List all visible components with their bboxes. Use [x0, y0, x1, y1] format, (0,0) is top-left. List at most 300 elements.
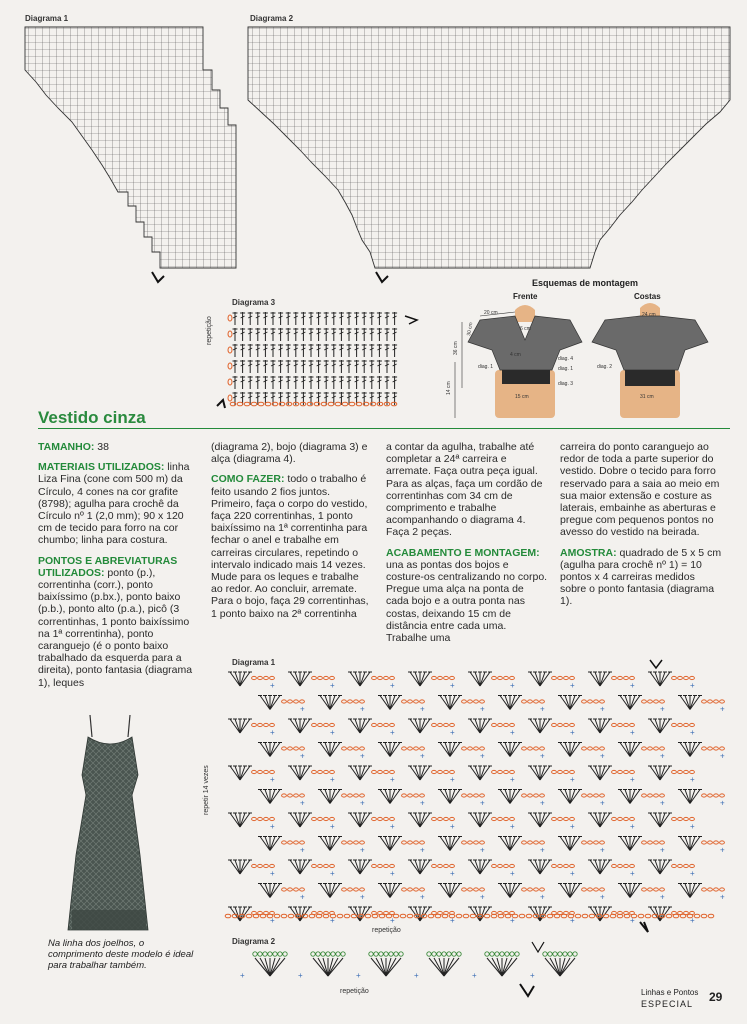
chain-symbol — [480, 888, 485, 891]
single-crochet-symbol: + — [330, 916, 335, 925]
chain-symbol — [288, 914, 294, 918]
fan-symbol — [618, 884, 642, 898]
single-crochet-symbol: + — [240, 971, 245, 980]
chain-symbol — [660, 747, 665, 750]
chain-symbol — [720, 700, 725, 703]
chain-symbol — [420, 747, 425, 750]
chain-symbol — [462, 794, 467, 797]
stitch-symbol — [278, 328, 283, 341]
chain-symbol — [312, 864, 317, 867]
stitch-symbol — [392, 376, 397, 389]
single-crochet-symbol: + — [630, 869, 635, 878]
chain-symbol — [690, 676, 695, 679]
bottom-diagram1-label: Diagrama 1 — [232, 658, 276, 667]
diagram1-grid-label: Diagrama 1 — [25, 14, 69, 23]
chain-symbol — [594, 747, 599, 750]
chain-symbol — [582, 914, 588, 918]
chain-symbol — [372, 770, 377, 773]
single-crochet-symbol: + — [450, 681, 455, 690]
chain-symbol — [654, 888, 659, 891]
chain-symbol — [420, 841, 425, 844]
picot-fan-symbol — [485, 952, 519, 976]
measure-label: 24 cm — [642, 312, 656, 318]
chain-symbol — [522, 700, 527, 703]
chain-symbol — [402, 794, 407, 797]
stitch-symbol — [293, 328, 298, 341]
stitch-symbol — [369, 376, 374, 389]
fan-symbol — [348, 860, 372, 874]
stitch-symbol — [233, 344, 238, 357]
fan-symbol — [438, 790, 462, 804]
single-crochet-symbol: + — [720, 892, 725, 902]
diagram2-grid-label: Diagrama 2 — [250, 14, 294, 23]
stitch-symbol — [309, 376, 314, 389]
single-crochet-symbol: + — [600, 751, 605, 761]
single-crochet-symbol: + — [600, 892, 605, 902]
dress-photo — [60, 715, 160, 935]
stitch-symbol — [316, 344, 321, 357]
fan-symbol — [648, 672, 672, 686]
chain-symbol — [684, 676, 689, 679]
single-crochet-symbol: + — [270, 916, 275, 925]
chain-symbol — [444, 817, 449, 820]
chain-symbol — [618, 817, 623, 820]
stitch-symbol — [309, 344, 314, 357]
chain-symbol — [300, 888, 305, 891]
fan-symbol — [348, 719, 372, 733]
chain-symbol — [510, 817, 515, 820]
chain-symbol — [612, 817, 617, 820]
chain-symbol — [377, 402, 383, 406]
bottom-diagram2-chart — [240, 940, 620, 1000]
chain-symbol — [528, 747, 533, 750]
single-crochet-symbol: + — [300, 751, 305, 761]
chain-symbol — [354, 700, 359, 703]
stitch-symbol — [369, 360, 374, 373]
chain-symbol — [408, 841, 413, 844]
single-crochet-symbol: + — [630, 681, 635, 690]
stitch-symbol — [240, 328, 245, 341]
end-arrow-icon — [650, 660, 662, 668]
single-crochet-symbol: + — [330, 775, 335, 784]
chain-symbol — [450, 723, 455, 726]
stitch-symbol — [309, 360, 314, 373]
stitch-symbol — [392, 344, 397, 357]
assembly-title: Esquemas de montagem — [532, 278, 639, 288]
chain-symbol — [492, 864, 497, 867]
fan-symbol — [498, 790, 522, 804]
chain-symbol — [432, 770, 437, 773]
back-blouse — [592, 316, 708, 370]
picot-fan-symbol — [311, 952, 345, 976]
single-crochet-symbol: + — [298, 971, 303, 980]
chain-symbol — [714, 841, 719, 844]
chain-symbol — [522, 794, 527, 797]
chain-symbol — [330, 817, 335, 820]
chain-symbol — [438, 770, 443, 773]
single-crochet-symbol: + — [570, 775, 575, 784]
fan-symbol — [228, 766, 252, 780]
chain-symbol — [318, 864, 323, 867]
single-crochet-symbol: + — [300, 845, 305, 855]
chain-symbol — [654, 794, 659, 797]
single-crochet-symbol: + — [660, 845, 665, 855]
chain-symbol — [654, 841, 659, 844]
chain-symbol — [540, 794, 545, 797]
chain-symbol — [600, 888, 605, 891]
single-crochet-symbol: + — [660, 798, 665, 808]
measure-label: 14 cm — [446, 381, 452, 395]
photo-caption: Na linha dos joelhos, o comprimento deste modelo é ideal para trabalhar também. — [48, 938, 194, 971]
chain-symbol — [630, 770, 635, 773]
single-crochet-symbol: + — [530, 971, 535, 980]
chain-symbol — [678, 817, 683, 820]
diagram3-repeat-label: repetição — [206, 316, 213, 345]
stitch-symbol — [324, 360, 329, 373]
fan-symbol — [408, 860, 432, 874]
chain-symbol — [708, 914, 714, 918]
fan-symbol — [678, 884, 702, 898]
chain-symbol — [414, 747, 419, 750]
chain-symbol — [324, 676, 329, 679]
chain-symbol — [288, 841, 293, 844]
single-crochet-symbol: + — [510, 775, 515, 784]
chain-symbol — [354, 747, 359, 750]
chain-symbol — [444, 676, 449, 679]
chain-symbol — [330, 723, 335, 726]
stitch-symbol — [331, 312, 336, 325]
stitch-symbol — [263, 312, 268, 325]
chain-symbol — [575, 914, 581, 918]
chain-symbol — [690, 770, 695, 773]
single-crochet-symbol: + — [690, 775, 695, 784]
chain-symbol — [432, 676, 437, 679]
fan-symbol — [288, 719, 312, 733]
stitch-symbol — [309, 328, 314, 341]
chain-symbol — [270, 770, 275, 773]
stitch-symbol — [392, 312, 397, 325]
fan-symbol — [588, 672, 612, 686]
chain-symbol — [432, 723, 437, 726]
single-crochet-symbol: + — [300, 798, 305, 808]
chain-symbol — [228, 315, 232, 321]
chain-symbol — [300, 841, 305, 844]
chain-symbol — [390, 770, 395, 773]
fan-symbol — [588, 813, 612, 827]
stitch-symbol — [377, 344, 382, 357]
chain-symbol — [414, 888, 419, 891]
stitch-symbol — [263, 344, 268, 357]
chain-symbol — [342, 794, 347, 797]
chain-symbol — [714, 888, 719, 891]
chain-symbol — [270, 817, 275, 820]
chain-symbol — [618, 864, 623, 867]
fan-symbol — [528, 860, 552, 874]
single-crochet-symbol: + — [510, 728, 515, 737]
single-crochet-symbol: + — [630, 728, 635, 737]
chain-symbol — [252, 723, 257, 726]
article-column-4: carreira do ponto caranguejo ao redor de toda a parte superior do vestido. Dobre o tecido para forro reservado para a saia ao meio em sua maior extensão e costure as laterais, embainhe as aberturas e pregue com pequenos pontos no avesso do vestido na beirada. AMOSTRA: quadrado de 5 x 5 cm (agulha para crochê nº 1) = 10 pontos x 4 carreiras medidos sobre o ponto fantasia (diagrama 1). — [560, 441, 722, 608]
chain-symbol — [258, 402, 264, 406]
chain-symbol — [294, 700, 299, 703]
stitch-symbol — [233, 312, 238, 325]
chain-symbol — [638, 914, 644, 918]
stitch-symbol — [263, 328, 268, 341]
start-arrow-icon — [217, 400, 225, 408]
single-crochet-symbol: + — [480, 704, 485, 714]
chain-symbol — [564, 770, 569, 773]
stitch-symbol — [301, 328, 306, 341]
start-arrow-icon — [520, 984, 534, 996]
chain-symbol — [324, 723, 329, 726]
fan-symbol — [558, 837, 582, 851]
stitch-symbol — [255, 312, 260, 325]
chain-symbol — [702, 841, 707, 844]
chain-symbol — [630, 676, 635, 679]
chain-symbol — [564, 723, 569, 726]
chain-symbol — [552, 864, 557, 867]
chain-symbol — [708, 794, 713, 797]
article-column-1: TAMANHO: 38 MATERIAIS UTILIZADOS: linha Liza Fina (cone com 500 m) da Círculo, 4 cones na cor grafite (8798); agulha para crochê da Círculo nº 1 (2,0 mm); 90 x 120 cm de tecido para forro na cor chumbo; linha para costura. PONTOS E ABREVIATURAS UTILIZADOS: ponto (p.), correntinha (corr.), ponto baixíssimo (p.bx.), ponto baixo (p.b.), ponto alto (p.a.), picô (3 correntinhas, 1 ponto baixíssimo na 1ª correntinha), ponto caranguejo (é o ponto baixo trabalhado da esquerda para a direita), ponto fantasia (diagrama 1), leques — [38, 441, 193, 689]
diagram2-grid — [0, 0, 747, 300]
chain-symbol — [342, 402, 348, 406]
chain-symbol — [470, 914, 476, 918]
chain-symbol — [270, 723, 275, 726]
title-rule — [38, 428, 730, 429]
fan-symbol — [318, 837, 342, 851]
single-crochet-symbol: + — [480, 892, 485, 902]
single-crochet-symbol: + — [690, 869, 695, 878]
chain-symbol — [468, 841, 473, 844]
fan-symbol — [378, 743, 402, 757]
chain-symbol — [678, 864, 683, 867]
chain-symbol — [288, 700, 293, 703]
stitch-symbol — [293, 376, 298, 389]
chain-symbol — [552, 723, 557, 726]
fan-symbol — [408, 719, 432, 733]
measure-label: 15 cm — [515, 394, 529, 400]
chain-symbol — [672, 864, 677, 867]
chain-symbol — [474, 841, 479, 844]
chain-symbol — [660, 841, 665, 844]
single-crochet-symbol: + — [690, 916, 695, 925]
chain-symbol — [384, 864, 389, 867]
fan-symbol — [378, 790, 402, 804]
chain-symbol — [402, 841, 407, 844]
single-crochet-symbol: + — [420, 845, 425, 855]
chain-symbol — [684, 723, 689, 726]
chain-symbol — [444, 723, 449, 726]
chain-symbol — [570, 864, 575, 867]
chain-symbol — [648, 841, 653, 844]
chain-symbol — [450, 770, 455, 773]
chain-symbol — [552, 817, 557, 820]
chain-symbol — [450, 864, 455, 867]
chain-symbol — [558, 864, 563, 867]
single-crochet-symbol: + — [360, 704, 365, 714]
chain-symbol — [708, 747, 713, 750]
chain-symbol — [589, 914, 595, 918]
fan-symbol — [438, 743, 462, 757]
single-crochet-symbol: + — [660, 704, 665, 714]
fan-symbol — [498, 837, 522, 851]
chain-symbol — [438, 723, 443, 726]
single-crochet-symbol: + — [330, 681, 335, 690]
chain-symbol — [265, 402, 271, 406]
fan-symbol — [378, 837, 402, 851]
chain-symbol — [438, 817, 443, 820]
fan-symbol — [618, 696, 642, 710]
chain-symbol — [690, 817, 695, 820]
single-crochet-symbol: + — [390, 916, 395, 925]
page-number: 29 — [709, 990, 723, 1004]
chain-symbol — [307, 402, 313, 406]
chain-symbol — [252, 817, 257, 820]
stitch-symbol — [316, 392, 321, 405]
chain-symbol — [288, 747, 293, 750]
chain-symbol — [510, 676, 515, 679]
single-crochet-symbol: + — [630, 775, 635, 784]
measure-label: 36 cm — [453, 341, 459, 355]
chain-symbol — [348, 841, 353, 844]
chain-symbol — [484, 914, 490, 918]
chain-symbol — [270, 864, 275, 867]
fan-symbol — [288, 860, 312, 874]
single-crochet-symbol: + — [540, 751, 545, 761]
stitch-symbol — [316, 376, 321, 389]
chain-symbol — [444, 864, 449, 867]
stitch-symbol — [324, 312, 329, 325]
fan-symbol — [258, 696, 282, 710]
single-crochet-symbol: + — [472, 971, 477, 980]
single-crochet-symbol: + — [540, 892, 545, 902]
stitch-symbol — [385, 376, 390, 389]
chain-symbol — [432, 864, 437, 867]
chain-symbol — [702, 747, 707, 750]
stitch-symbol — [385, 312, 390, 325]
stitch-symbol — [392, 328, 397, 341]
fan-symbol — [408, 813, 432, 827]
chain-symbol — [228, 347, 232, 353]
chain-symbol — [348, 747, 353, 750]
stitch-symbol — [271, 376, 276, 389]
chain-symbol — [498, 770, 503, 773]
chain-symbol — [554, 914, 560, 918]
chain-symbol — [672, 817, 677, 820]
stitch-symbol — [316, 328, 321, 341]
chain-symbol — [474, 888, 479, 891]
fan-symbol — [558, 884, 582, 898]
chain-symbol — [270, 676, 275, 679]
measure-label: 20 cm — [484, 310, 498, 316]
stitch-symbol — [271, 360, 276, 373]
chain-symbol — [309, 914, 315, 918]
chain-symbol — [660, 888, 665, 891]
chain-symbol — [379, 914, 385, 918]
stitch-symbol — [385, 360, 390, 373]
single-crochet-symbol: + — [540, 845, 545, 855]
chain-symbol — [384, 676, 389, 679]
stitch-symbol — [385, 328, 390, 341]
single-crochet-symbol: + — [510, 869, 515, 878]
chain-symbol — [335, 402, 341, 406]
chain-symbol — [384, 817, 389, 820]
single-crochet-symbol: + — [360, 798, 365, 808]
chain-symbol — [504, 723, 509, 726]
stitch-symbol — [362, 312, 367, 325]
chain-symbol — [324, 770, 329, 773]
diag-label: diag. 1 — [478, 364, 494, 370]
chain-symbol — [328, 402, 334, 406]
chain-symbol — [528, 700, 533, 703]
chain-symbol — [714, 794, 719, 797]
fan-symbol — [288, 766, 312, 780]
chain-symbol — [588, 700, 593, 703]
single-crochet-symbol: + — [540, 798, 545, 808]
fan-symbol — [528, 813, 552, 827]
stitch-symbol — [331, 344, 336, 357]
stitch-symbol — [301, 344, 306, 357]
stitch-symbol — [362, 376, 367, 389]
fan-symbol — [408, 672, 432, 686]
chain-symbol — [570, 676, 575, 679]
stitch-symbol — [377, 328, 382, 341]
front-label: Frente — [513, 292, 538, 301]
chain-symbol — [312, 676, 317, 679]
chain-symbol — [654, 700, 659, 703]
chain-symbol — [561, 914, 567, 918]
chain-symbol — [547, 914, 553, 918]
chain-symbol — [474, 700, 479, 703]
chain-symbol — [690, 864, 695, 867]
start-arrow-icon — [640, 922, 648, 932]
bottom-diagram2-repeat-label: repetição — [340, 988, 369, 995]
stitch-symbol — [263, 376, 268, 389]
chain-symbol — [246, 914, 252, 918]
chain-symbol — [252, 676, 257, 679]
chain-symbol — [365, 914, 371, 918]
fan-symbol — [228, 672, 252, 686]
stitch-symbol — [293, 344, 298, 357]
chain-symbol — [534, 794, 539, 797]
single-crochet-symbol: + — [570, 916, 575, 925]
chain-symbol — [354, 794, 359, 797]
measure-label: 31 cm — [640, 394, 654, 400]
end-arrow-icon — [405, 316, 417, 324]
chain-symbol — [408, 747, 413, 750]
bottom-diagram1-chart — [220, 660, 725, 925]
fan-symbol — [558, 696, 582, 710]
chain-symbol — [504, 770, 509, 773]
fan-symbol — [348, 672, 372, 686]
chain-symbol — [588, 888, 593, 891]
fan-symbol — [648, 813, 672, 827]
chain-symbol — [594, 841, 599, 844]
chain-symbol — [534, 700, 539, 703]
chain-symbol — [391, 402, 397, 406]
fan-symbol — [258, 884, 282, 898]
single-crochet-symbol: + — [330, 869, 335, 878]
chain-symbol — [684, 864, 689, 867]
chain-symbol — [407, 914, 413, 918]
chain-symbol — [462, 747, 467, 750]
chain-symbol — [282, 888, 287, 891]
single-crochet-symbol: + — [270, 681, 275, 690]
fan-symbol — [228, 860, 252, 874]
front-band — [502, 370, 550, 384]
stitch-symbol — [286, 328, 291, 341]
chain-symbol — [300, 700, 305, 703]
